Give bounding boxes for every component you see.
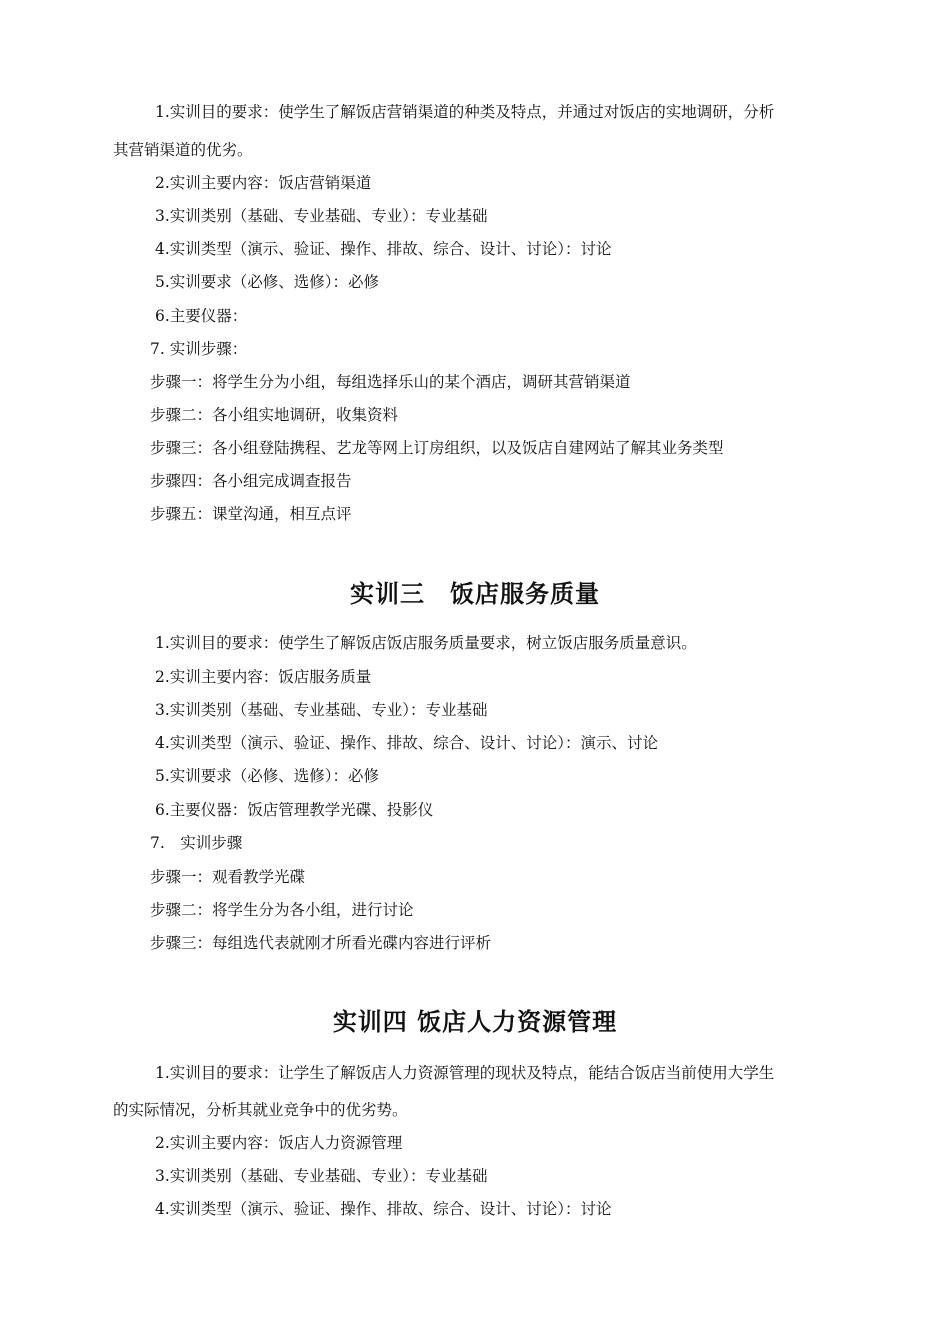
s4-item4: 4.实训类型（演示、验证、操作、排故、综合、设计、讨论）：讨论 [155,1200,612,1218]
s2-step-4: 步骤四：各小组完成调查报告 [150,472,352,490]
s3-item4: 4.实训类型（演示、验证、操作、排故、综合、设计、讨论）：演示、讨论 [155,734,659,752]
s3-item2: 2.实训主要内容：饭店服务质量 [155,668,372,686]
s3-step-1: 步骤一：观看教学光碟 [150,868,306,886]
s4-item1-line1: 1.实训目的要求：让学生了解饭店人力资源管理的现状及特点，能结合饭店当前使用大学生 [155,1064,775,1082]
s2-item7: 7. 实训步骤： [150,340,248,358]
section3-title: 实训三 饭店服务质量 [350,580,600,608]
s2-item5: 5.实训要求（必修、选修）：必修 [155,273,380,291]
s2-item4: 4.实训类型（演示、验证、操作、排故、综合、设计、讨论）：讨论 [155,240,612,258]
s3-item7: 7. 实训步骤 [150,834,243,852]
s2-step-2: 步骤二：各小组实地调研，收集资料 [150,406,399,424]
s2-step-1: 步骤一：将学生分为小组，每组选择乐山的某个酒店，调研其营销渠道 [150,373,631,391]
s3-item6: 6.主要仪器：饭店管理教学光碟、投影仪 [155,801,434,819]
s3-item3: 3.实训类别（基础、专业基础、专业）：专业基础 [155,701,488,719]
s2-item1-line2: 其营销渠道的优劣。 [113,141,253,159]
s2-step-5: 步骤五：课堂沟通，相互点评 [150,505,352,523]
s4-item2: 2.实训主要内容：饭店人力资源管理 [155,1134,403,1152]
s3-step-3: 步骤三：每组选代表就刚才所看光碟内容进行评析 [150,934,492,952]
s3-item5: 5.实训要求（必修、选修）：必修 [155,767,380,785]
s3-step-2: 步骤二：将学生分为各小组，进行讨论 [150,901,414,919]
s2-step-3: 步骤三：各小组登陆携程、艺龙等网上订房组织，以及饭店自建网站了解其业务类型 [150,439,724,457]
s4-item3: 3.实训类别（基础、专业基础、专业）：专业基础 [155,1167,488,1185]
s2-item1-line1: 1.实训目的要求：使学生了解饭店营销渠道的种类及特点，并通过对饭店的实地调研，分析 [155,103,775,121]
s2-item3: 3.实训类别（基础、专业基础、专业）：专业基础 [155,207,488,225]
s4-item1-line2: 的实际情况，分析其就业竞争中的优劣势。 [113,1101,408,1119]
s2-item2: 2.实训主要内容：饭店营销渠道 [155,174,372,192]
s2-item6: 6.主要仪器： [155,307,248,325]
s3-item1: 1.实训目的要求：使学生了解饭店饭店服务质量要求，树立饭店服务质量意识。 [155,634,697,652]
section4-title: 实训四 饭店人力资源管理 [332,1008,618,1036]
